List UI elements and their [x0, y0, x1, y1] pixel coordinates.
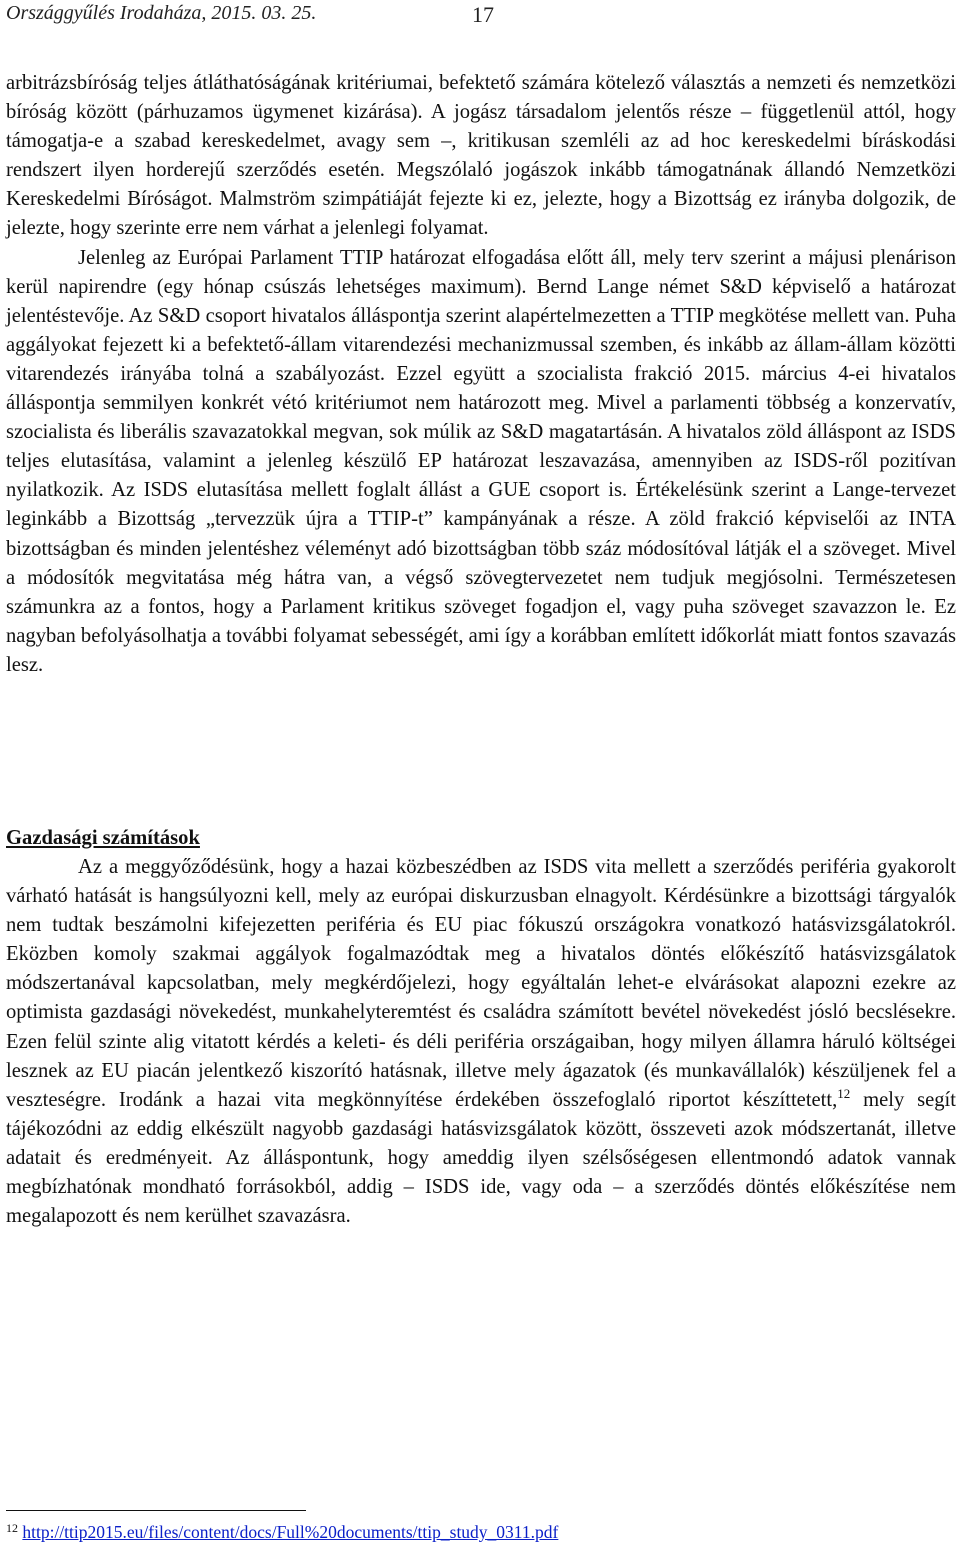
paragraph-economic-part1: Az a meggyőződésünk, hogy a hazai közbeszédben az ISDS vita mellett a szerződés periféria gyakorolt várható hatását is hangsúlyozni kell, mely az európai diskurzusban elnagyolt. Kérdésünkre a bizottsági tárgyalók nem tudtak beszámolni kifejezetten periféria és EU piac fókuszú országokra vonatkozó hatásvizsgálatokról. Eközben komoly szakmai aggályok fogalmazódtak meg a hivatalos döntés előkészítő hatásvizsgálatok módszertanával kapcsolatban, mely megkérdőjelezi, hogy egyáltalán lehet-e elvárásokat alapozni ezekre az optimista gazdasági növekedést, munkahelyteremtést és családra számított bevétel növekedést jósló becslésekre. Ezen felül szinte alig vitatott kérdés a keleti- és déli periféria országaiban, hogy milyen államra háruló költségei lesznek az EU piacán jelentkező kiszorító hatásnak, illetve mely ágazatok (és munkavállalók) készüljenek fel a veszteségre. Irodánk a hazai vita megkönnyítése érdekében összefoglaló riportot készíttetett, [6, 856, 956, 1111]
paragraph-economic-part2: mely segít tájékozódni az eddig elkészült nagyobb gazdasági hatásvizsgálatok között, összeveti azok módszertanát, illetve adatait és eredményeit. Az álláspontunk, hogy ameddig ilyen szélsőségesen ellentmondó adatok vannak megbízhatónak mondható forrásokból, addig – ISDS ide, vagy oda – a szerződés döntés előkészítése nem megalapozott és nem kerülhet szavazásra. [6, 1088, 956, 1228]
footnote-link[interactable]: http://ttip2015.eu/files/content/docs/Full%20documents/ttip_study_0311.pdf [22, 1522, 559, 1542]
footnote [6, 1520, 558, 1544]
footnote-separator [6, 1510, 306, 1511]
paragraph-economic [6, 853, 956, 1231]
economic-section [6, 853, 956, 1231]
footnote-reference[interactable]: 12 [837, 1085, 851, 1101]
footnote-number: 12 [6, 1521, 18, 1535]
page-number: 17 [472, 2, 494, 27]
section-heading: Gazdasági számítások [6, 827, 200, 849]
paragraph-continuation: arbitrázsbíróság teljes átláthatóságának kritériumai, befektető számára kötelező választás a nemzeti és nemzetközi bíróság között (párhuzamos ügymenet kizárása). A jogász társadalom jelentős része – függetlenül attól, hogy támogatja-e a szabad kereskedelmet, avagy sem –, kritikusan szemléli az ad hoc kereskedelmi bíráskodási rendszert ilyen horderejű szerződés esetén. Megszólaló jogászok inkább támogatnának állandó Nemzetközi Kereskedelmi Bíróságot. Malmström szimpátiáját fejezte ki ez, jelezte, hogy a Bizottság ez irányba dolgozik, de jelezte, hogy szerinte erre nem várhat a jelenlegi folyamat. [6, 72, 956, 240]
running-header: Országgyűlés Irodaháza, 2015. 03. 25. [6, 2, 317, 24]
main-text-section [6, 69, 956, 680]
paragraph-parliament: Jelenleg az Európai Parlament TTIP határozat elfogadása előtt áll, mely terv szerint a májusi plenárison kerül napirendre (egy hónap csúszás lehetséges maximum). Bernd Lange német S&D képviselő a határozat jelentéstevője. Az S&D csoport hivatalos álláspontja szerint alapértelmezetten a TTIP megkötése mellett van. Puha aggályokat fejezett ki a befektető-állam vitarendezési mechanizmussal szemben, és inkább az állam-állam közötti vitarendezés irányába tolná a szabályozást. Ezzel együtt a szocialista frakció 2015. március 4-ei hivatalos álláspontja semmilyen konkrét vétó kritériumot nem határozott meg. Mivel a parlamenti többség a konzervatív, szocialista és liberális szavazatokkal megvan, sok múlik az S&D magatartásán. A hivatalos zöld álláspont az ISDS teljes elutasítása, valamint a jelenleg készülő EP határozat leszavazása, amennyiben az ISDS-ről pozitívan nyilatkozik. Az ISDS elutasítása mellett foglalt állást a GUE csoport is. Értékelésünk szerint a Lange-tervezet leginkább a Bizottság „tervezzük újra a TTIP-t” kampányának a része. A zöld frakció képviselői az INTA bizottságban és minden jelentéshez véleményt adó bizottságban több száz módosítóval látják el a szöveget. Mivel a módosítók megvitatása még hátra van, a végső szövegtervezetet nem tudjuk megjósolni. Természetesen számunkra az a fontos, hogy a Parlament kritikus szöveget fogadjon el, vagy puha szöveget szavazzon le. Ez nagyban befolyásolhatja a további folyamat sebességét, ami így a korábban említett időkorlát miatt fontos szavazás lesz. [6, 246, 956, 676]
